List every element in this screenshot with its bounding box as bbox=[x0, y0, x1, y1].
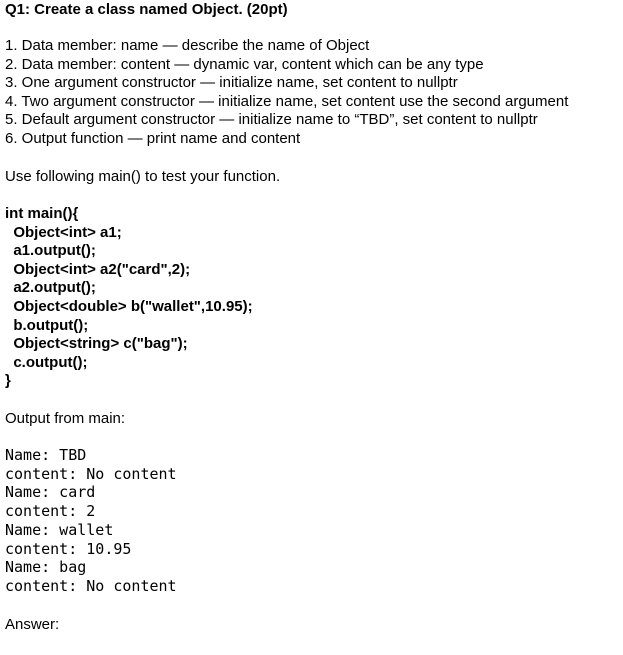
code-line: Object<string> c("bag"); bbox=[5, 335, 188, 353]
output-line: content: No content bbox=[5, 464, 177, 483]
requirement-item: 2. Data member: content — dynamic var, content which can be any type bbox=[5, 55, 484, 73]
output-block bbox=[5, 446, 177, 596]
output-line: Name: wallet bbox=[5, 520, 114, 539]
answer-label: Answer: bbox=[5, 616, 60, 633]
output-line: content: No content bbox=[5, 576, 177, 595]
code-line: a1.output(); bbox=[5, 242, 96, 260]
code-line: Object<int> a2("card",2); bbox=[5, 260, 191, 278]
code-line: int main(){ bbox=[5, 205, 79, 222]
output-line: content: 10.95 bbox=[5, 539, 132, 558]
code-line: c.output(); bbox=[5, 353, 88, 371]
requirements-list bbox=[5, 37, 568, 149]
code-block bbox=[5, 205, 253, 391]
requirement-item: 1. Data member: name — describe the name of Object bbox=[5, 37, 370, 54]
code-line: } bbox=[5, 372, 11, 390]
requirement-item: 4. Two argument constructor — initialize name, set content use the second argument bbox=[5, 92, 569, 110]
output-label: Output from main: bbox=[5, 410, 126, 427]
output-line: Name: bag bbox=[5, 558, 87, 577]
requirement-item: 6. Output function — print name and content bbox=[5, 129, 301, 147]
question-title: Q1: Create a class named Object. (20pt) bbox=[5, 1, 288, 18]
requirement-item: 5. Default argument constructor — initialize name to “TBD”, set content to nullptr bbox=[5, 111, 538, 129]
code-line: Object<double> b("wallet",10.95); bbox=[5, 297, 253, 315]
requirement-item: 3. One argument constructor — initialize name, set content to nullptr bbox=[5, 74, 458, 92]
code-line: a2.output(); bbox=[5, 279, 96, 297]
code-line: Object<int> a1; bbox=[5, 223, 122, 241]
intro-text: Use following main() to test your function. bbox=[5, 168, 281, 185]
code-line: b.output(); bbox=[5, 316, 89, 334]
output-line: content: 2 bbox=[5, 502, 96, 521]
output-line: Name: TBD bbox=[5, 446, 87, 464]
output-line: Name: card bbox=[5, 483, 96, 502]
